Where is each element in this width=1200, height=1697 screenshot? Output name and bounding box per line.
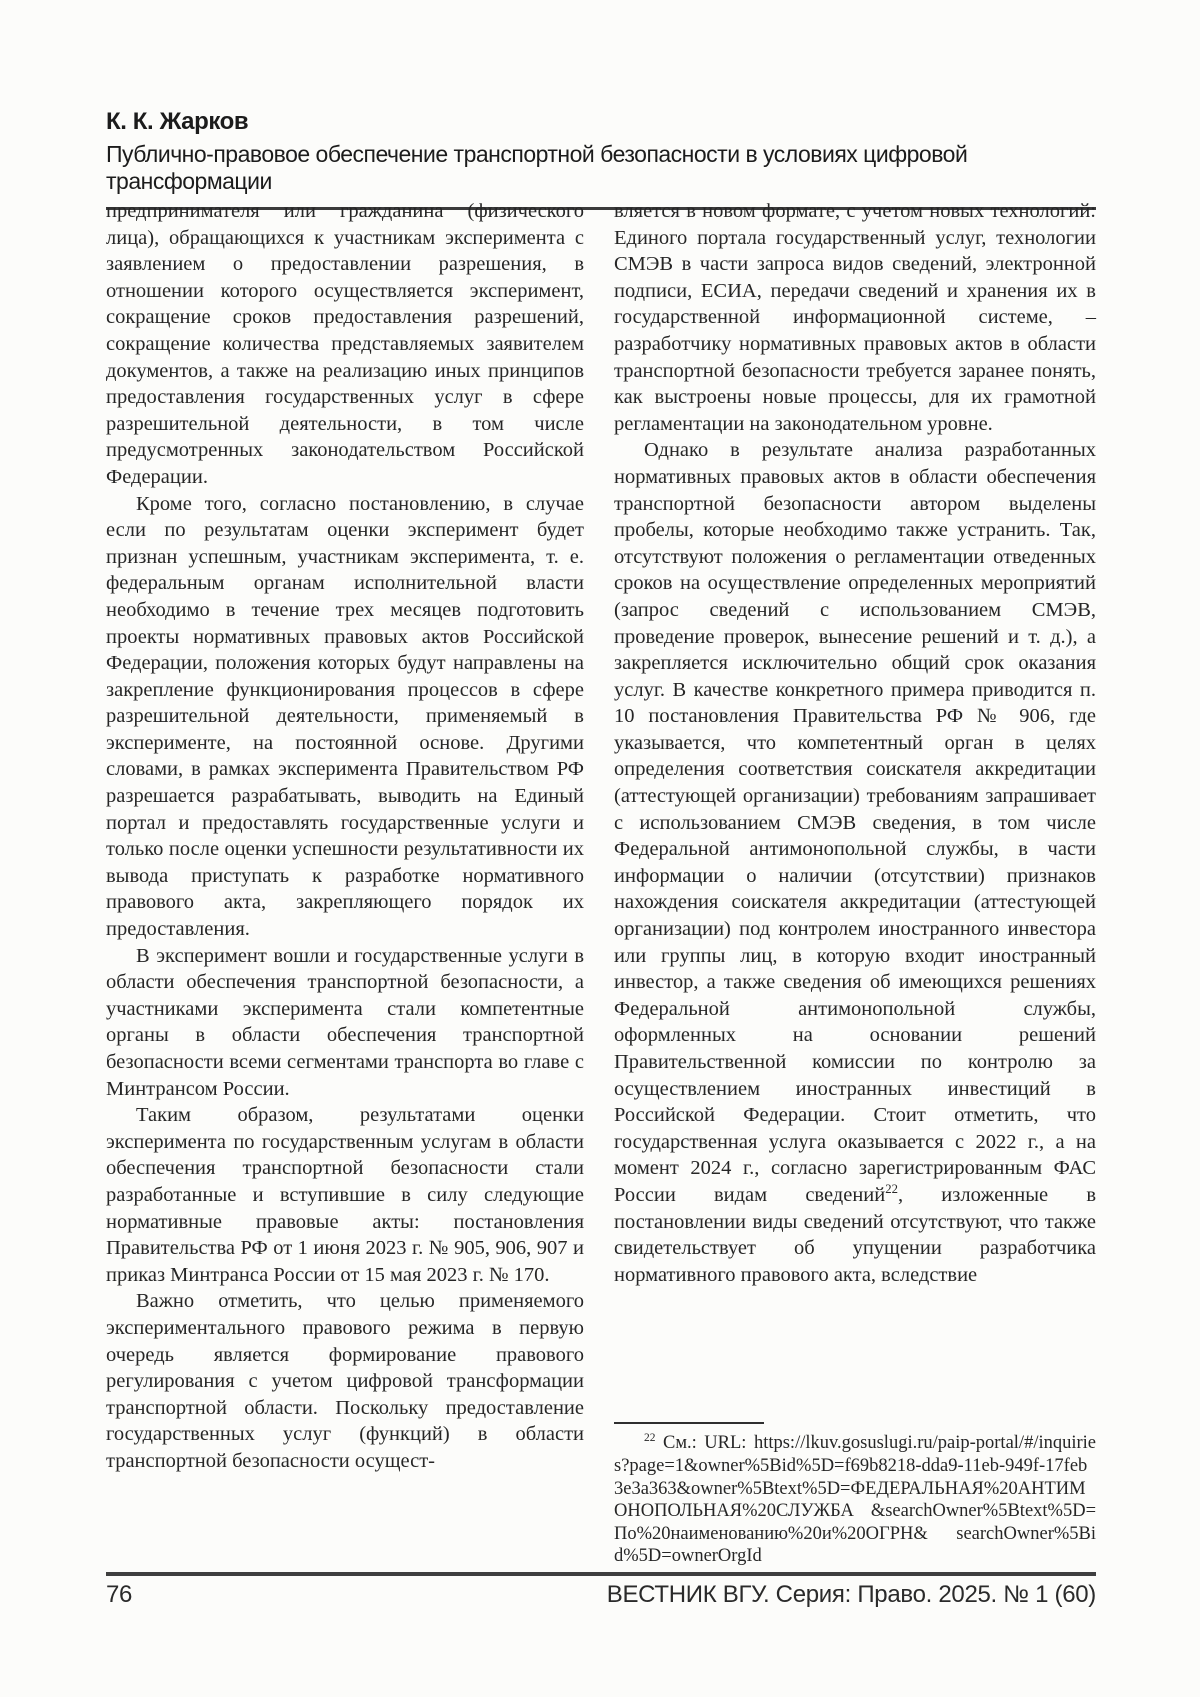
page-number: 76: [106, 1581, 133, 1608]
paragraph: Кроме того, согласно постановлению, в случае если по результатам оценки эксперимент будет признан успешным, участникам эксперимента, т. е. федеральным органам исполнительной власти необходимо в течение трех месяцев подготовить проекты нормативных правовых актов Российской Федерации, положения которых будут направлены на закрепление функционирования процессов в сфере разрешительной деятельности, применяемый в эксперименте, на постоянной основе. Другими словами, в рамках эксперимента Правительством РФ разрешается разрабатывать, выводить на Единый портал и предоставлять государственные услуги и только после оценки успешности результативности их вывода приступать к разработке нормативного правового акта, закрепляющего порядок их предоставления.: [106, 492, 584, 941]
footnote: [614, 1432, 1096, 1568]
running-author: К. К. Жарков: [106, 108, 249, 135]
journal-reference: ВЕСТНИК ВГУ. Серия: Право. 2025. № 1 (60): [606, 1581, 1096, 1608]
footnote-reference: 22: [885, 1182, 898, 1197]
paragraph: вляется в новом формате, с учетом новых технологий: Единого портала государственный услуг, технологии СМЭВ в части запроса видов сведений, электронной подписи, ЕСИА, передачи сведений и хранения их в государственной информационной системе, – разработчику нормативных правовых актов в области транспортной безопасности требуется заранее понять, как выстроены новые процессы, для их грамотной регламентации на законодательном уровне.: [614, 200, 1096, 435]
right-column: [614, 198, 1096, 1568]
footnote-separator: [614, 1422, 764, 1424]
left-column: [106, 198, 584, 1568]
running-title: Публично-правовое обеспечение транспортной безопасности в условиях цифровой трансформации: [106, 141, 968, 194]
article-body: [106, 198, 1096, 1568]
footnote-text: См.: URL: https://lkuv.gosuslugi.ru/paip-portal/#/inquiries?page=1&owner%5Bid%5D=f69b8218-dda9-11eb-949f-17feb3e3a363&owner%5Btext%5D=ФЕДЕРАЛЬНАЯ%20АНТИМОНОПОЛЬНАЯ%20СЛУЖБА &searchOwner%5Btext%5D=По%20наименованию%20и%20ОГРН& searchOwner%5Bid%5D=ownerOrgId: [614, 1433, 1096, 1567]
paragraph: Важно отметить, что целью применяемого экспериментального правового режима в первую очередь является формирование правового регулирования с учетом цифровой трансформации транспортной области. Поскольку предоставление государственных услуг (функций) в области транспортной безопасности осущест-: [106, 1290, 584, 1472]
paragraph: Таким образом, результатами оценки эксперимента по государственным услугам в области обеспечения транспортной безопасности стали разработанные и вступившие в силу следующие нормативные правовые акты: постановления Правительства РФ от 1 июня 2023 г. № 905, 906, 907 и приказ Минтранса России от 15 мая 2023 г. № 170.: [106, 1104, 584, 1286]
paragraph: предпринимателя или гражданина (физического лица), обращающихся к участникам эксперимента с заявлением о предоставлении разрешения, в отношении которого осуществляется эксперимент, сокращение сроков предоставления разрешений, сокращение количества представляемых заявителем документов, а также на реализацию иных принципов предоставления государственных услуг в сфере разрешительной деятельности, в том числе предусмотренных законодательством Российской Федерации.: [106, 200, 584, 488]
footnote-block: [614, 1406, 1096, 1568]
paragraph-text: Однако в результате анализа разработанных нормативных правовых актов в области обеспечения транспортной безопасности автором выделены пробелы, которые необходимо также устранить. Так, отсутствуют положения о регламентации отведенных сроков на осуществление определенных мероприятий (запрос сведений с использованием СМЭВ, проведение проверок, вынесение решений и т. д.), а закрепляется исключительно общий срок оказания услуг. В качестве конкретного примера приводится п. 10 постановления Правительства РФ № 906, где указывается, что компетентный орган в целях определения соответствия соискателя аккредитации (аттестующей организации) требованиям запрашивает с использованием СМЭВ сведения, в том числе Федеральной антимонопольной службы, в части информации о наличии (отсутствии) признаков нахождения соискателя аккредитации (аттестующей организации) под контролем иностранного инвестора или группы лиц, в которую входит иностранный инвестор, а также сведения об имеющихся решениях Федеральной антимонопольной службы, оформленных на основании решений Правительственной комиссии по контролю за осуществлением иностранных инвестиций в Российской Федерации. Стоит отметить, что государственная услуга оказывается с 2022 г., а на момент 2024 г., согласно зарегистрированным ФАС России видам сведений: [614, 439, 1096, 1206]
paragraph: В эксперимент вошли и государственные услуги в области обеспечения транспортной безопасности, а участниками эксперимента стали компетентные органы в области обеспечения транспортной безопасности всеми сегментами транспорта во главе с Минтрансом России.: [106, 944, 584, 1100]
paragraph-text: , изложенные в постановлении виды сведений отсутствуют, что также свидетельствует об упущении разработчика нормативного правового акта, вследствие: [614, 1183, 1097, 1286]
page-header: [106, 108, 1096, 210]
footnote-marker: 22: [644, 1432, 656, 1445]
paragraph: [614, 437, 1096, 1288]
page-footer: [106, 1572, 1096, 1609]
